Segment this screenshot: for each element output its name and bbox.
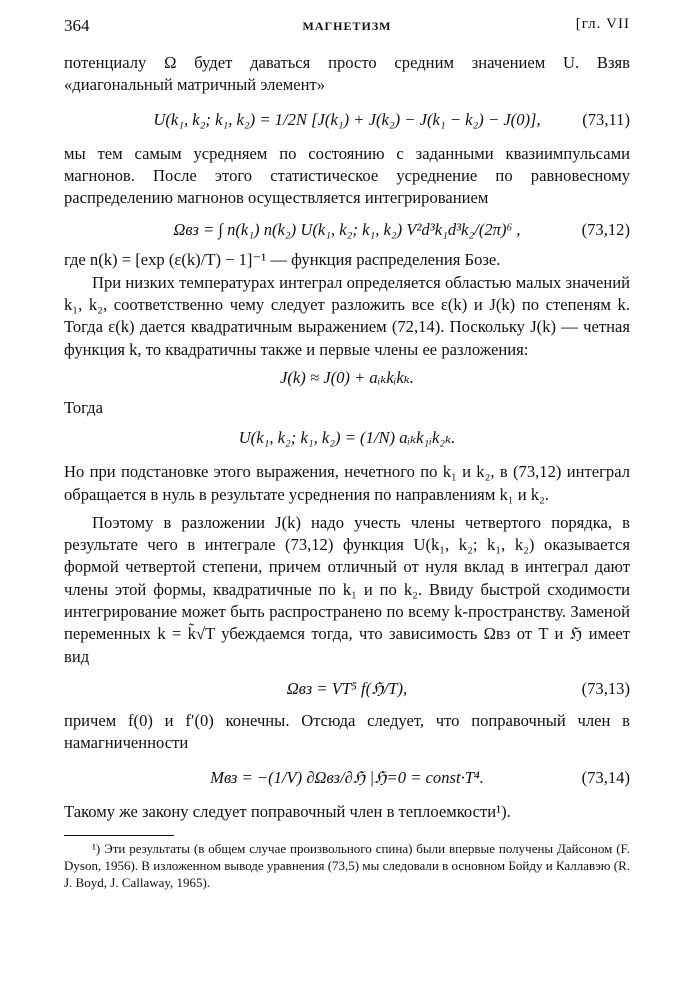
- equation-73-13: [64, 678, 630, 700]
- equation-73-14: [64, 767, 630, 789]
- equation-number: (73,13): [581, 678, 630, 698]
- page-header: [64, 16, 630, 40]
- paragraph: Тогда: [64, 397, 103, 417]
- paragraph: Такому же закону следует поправочный член в теплоемкости¹).: [64, 801, 511, 821]
- equation-number: (73,12): [581, 220, 630, 240]
- paragraph: Но при подстановке этого выражения, нечетного по k₁ и k₂, в (73,12) интеграл обращается в нуль в результате усреднения по направлениям k₁ и k₂.: [64, 462, 630, 504]
- page-number: 364: [64, 16, 90, 35]
- footnote: ¹) Эти результаты (в общем случае произвольного спина) были впервые получены Дайсоном (F. Dyson, 1956). В изложенном выводе уравнения (73,5) мы следовали в основном Бойду и Каллавэю (R. J. Boyd, J. Callaway, 1965).: [64, 840, 630, 890]
- equation-number: (73,11): [582, 109, 630, 129]
- paragraph: где n(k) = [exp (ε(k)/T) − 1]⁻¹ — функция распределения Бозе.: [64, 250, 501, 270]
- paragraph: Поэтому в разложении J(k) надо учесть члены четвертого порядка, в результате чего в интеграле (73,12) функция U(k₁, k₂; k₁, k₂) оказывается формой четвертой степени, причем отличный от нуля вклад в интеграл дают члены этой формы, квадратичные по k₁ и по k₂. Ввиду быстрой сходимости интегрирование может быть распространено по всему k-пространству. Заменой переменных k = k̃√T убеждаемся тогда, что зависимость Ωвз от T и ℌ имеет вид: [64, 512, 630, 666]
- paragraph: мы тем самым усредняем по состоянию с заданными квазиимпульсами магнонов. После этого статистическое усреднение по равновесному распределению магнонов осуществляется интегрированием: [64, 143, 630, 208]
- equation-formula: J(k) ≈ J(0) + aᵢₖkᵢkₖ.: [280, 367, 414, 387]
- paragraph: При низких температурах интеграл определяется областью малых значений k₁, k₂, соответственно чему следует разложить все ε(k) и J(k) по степеням k. Тогда ε(k) дается квадратичным выражением (72,14). Поскольку J(k) — четная функция k, то квадратичны также и первые члены ее разложения:: [64, 272, 630, 359]
- running-title: МАГНЕТИЗМ: [302, 19, 392, 33]
- chapter-label: [гл. VII: [575, 16, 630, 32]
- equation-formula: U(k₁, k₂; k₁, k₂) = (1/N) aᵢₖk₁ᵢk₂ₖ.: [238, 428, 456, 448]
- equation-number: (73,14): [581, 767, 630, 787]
- equation-formula: Ωвз = VT⁵ f(ℌ/T),: [286, 678, 408, 698]
- footnote-divider: [64, 835, 174, 836]
- equation-formula: Mвз = −(1/V) ∂Ωвз/∂ℌ |ℌ=0 = const·T⁴.: [210, 767, 484, 787]
- equation-formula: Ωвз = ∫ n(k₁) n(k₂) U(k₁, k₂; k₁, k₂) V²d³k₁d³k₂/(2π)⁶ ,: [173, 220, 521, 240]
- paragraph: потенциалу Ω будет даваться просто средним значением U. Взяв «диагональный матричный элемент»: [64, 53, 630, 95]
- equation-expansion: [64, 367, 630, 389]
- equation-formula: U(k₁, k₂; k₁, k₂) = 1/2N [J(k₁) + J(k₂) − J(k₁ − k₂) − J(0)],: [153, 109, 541, 129]
- equation-73-11: [64, 109, 630, 131]
- book-page: [64, 16, 630, 891]
- equation-u-expansion: [64, 427, 630, 449]
- paragraph: причем f(0) и f′(0) конечны. Отсюда следует, что поправочный член в намагниченности: [64, 710, 630, 753]
- equation-73-12: [64, 219, 630, 241]
